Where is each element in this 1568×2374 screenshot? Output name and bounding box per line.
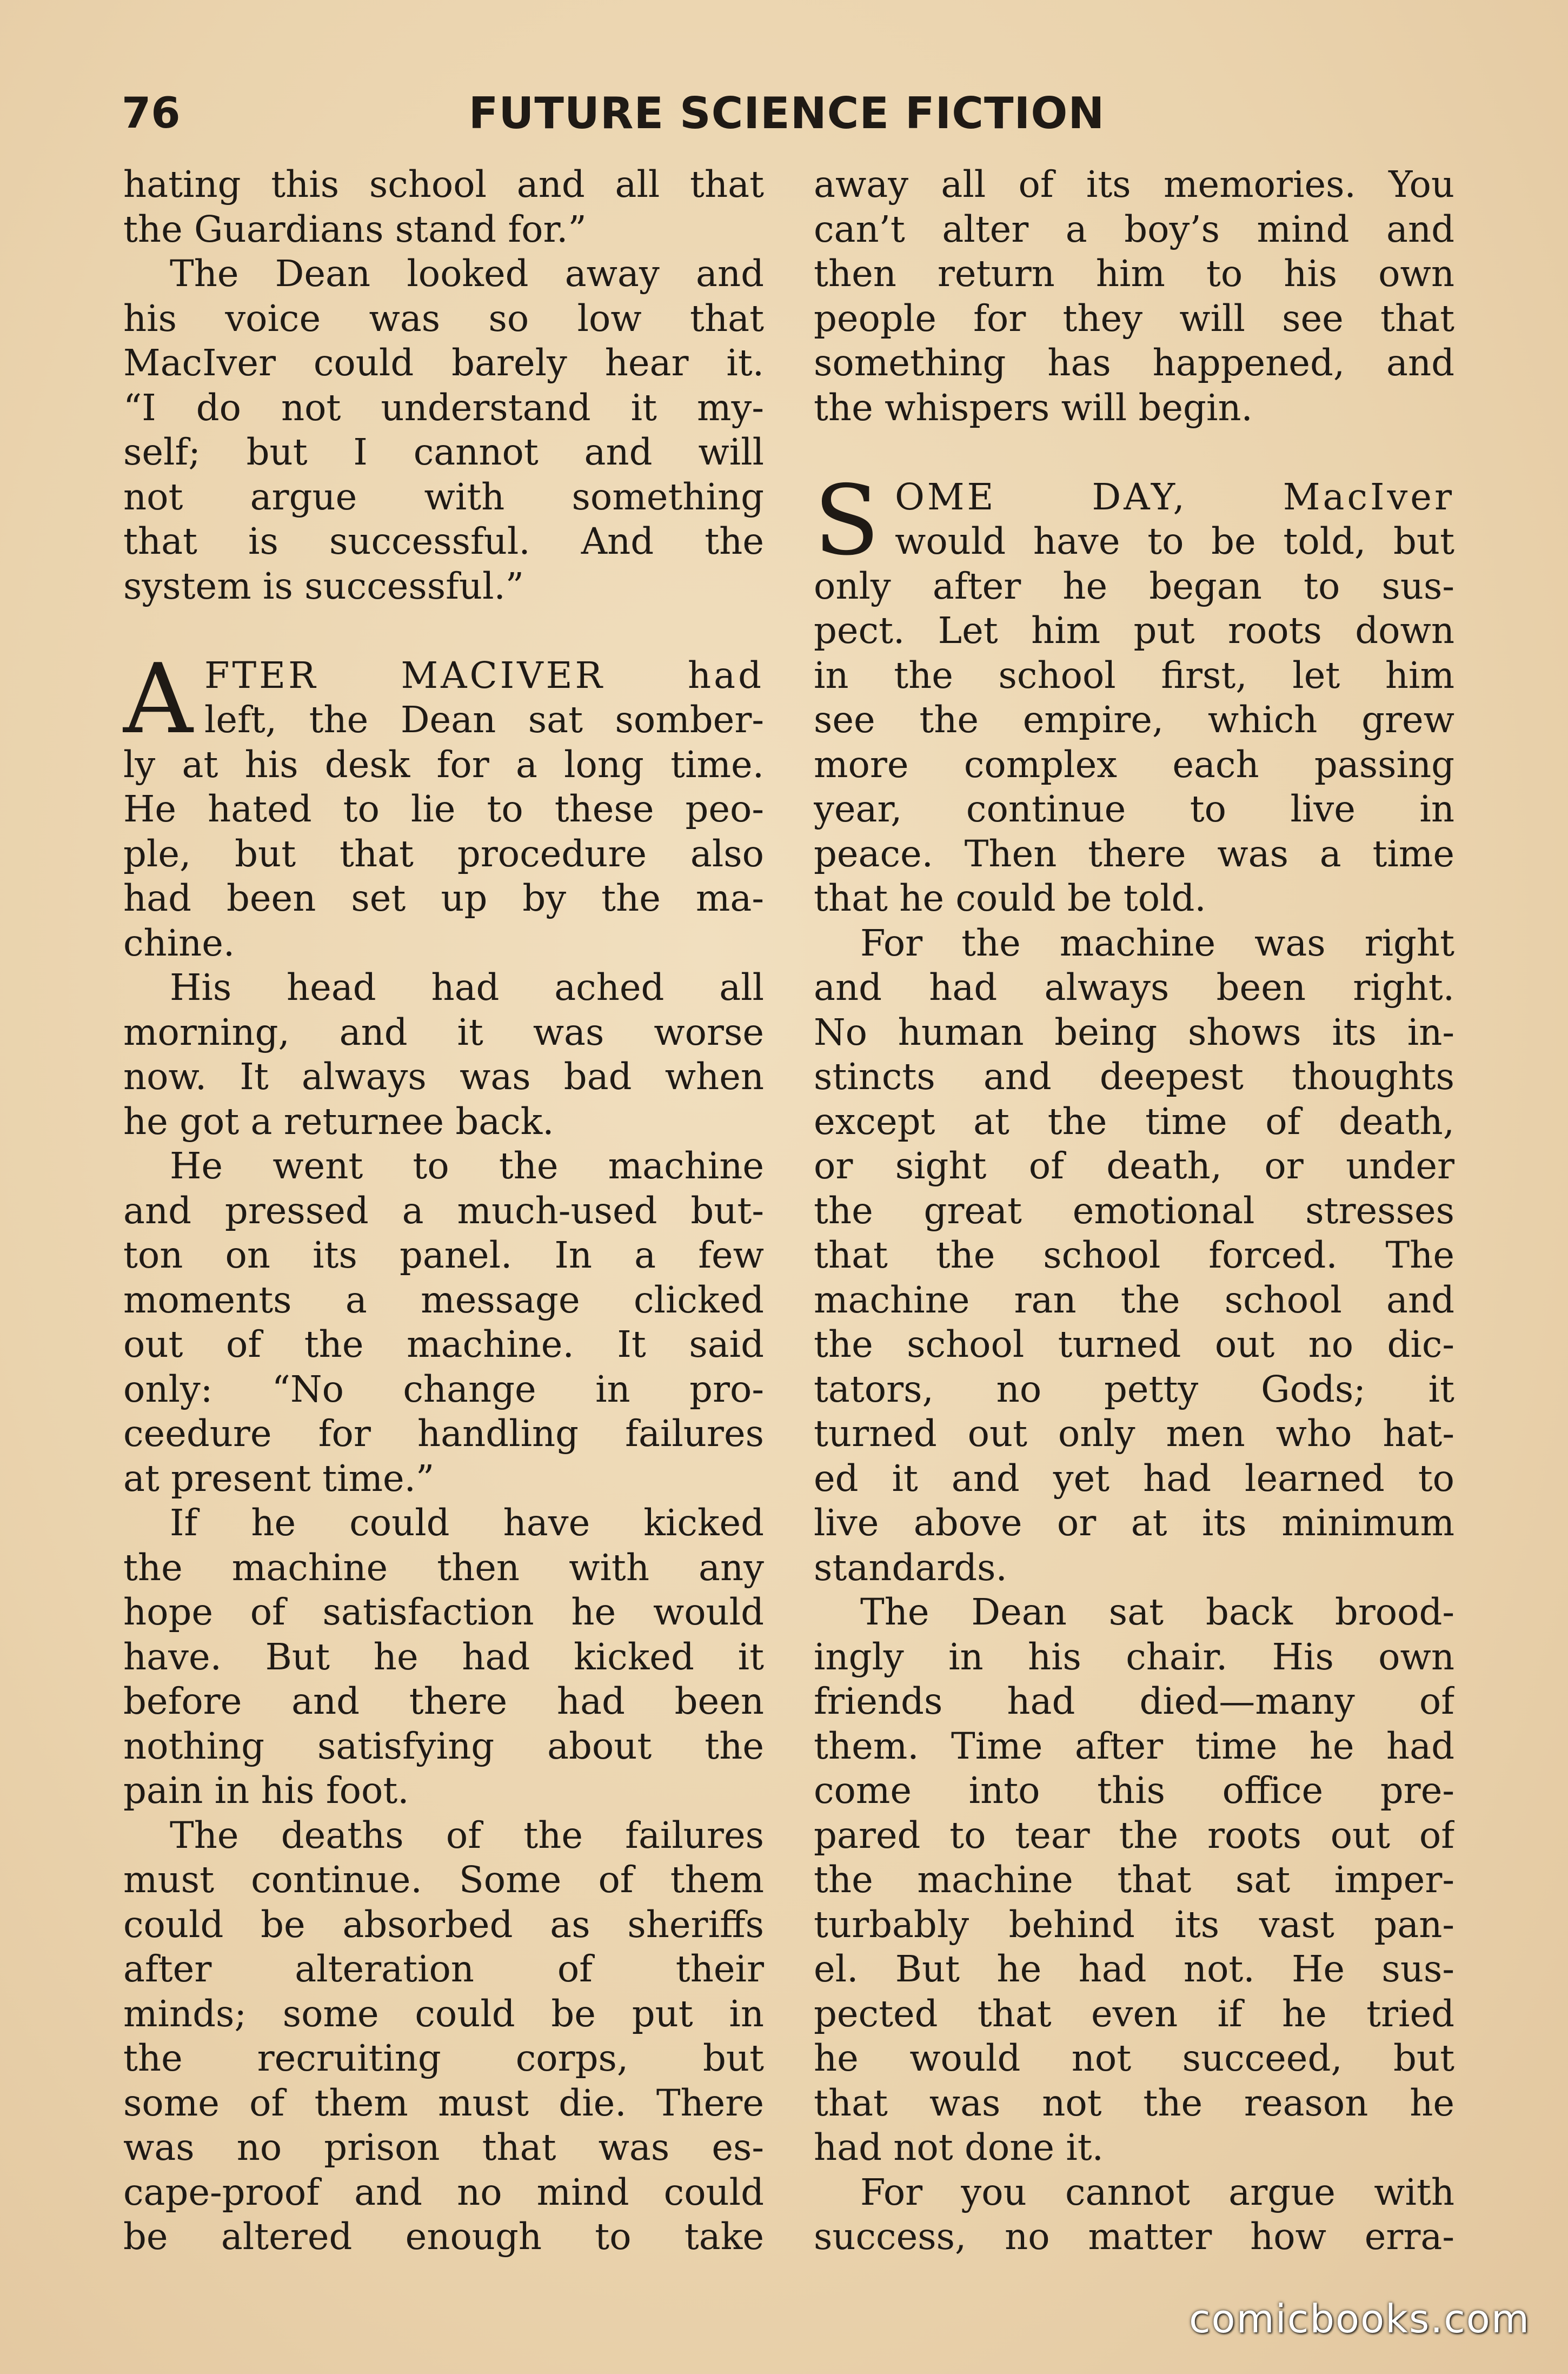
text-line: standards. bbox=[814, 1546, 1007, 1589]
text-line: self; but I cannot and will bbox=[123, 431, 764, 473]
text-line: the machine that sat imper- bbox=[814, 1859, 1454, 1901]
text-line: be altered enough to take bbox=[123, 2216, 764, 2258]
text-line: some of them must die. There bbox=[123, 2081, 764, 2124]
text-line: pared to tear the roots out of bbox=[814, 1814, 1454, 1856]
text-line: live above or at its minimum bbox=[814, 1502, 1454, 1544]
page-number: 76 bbox=[122, 89, 181, 138]
watermark: comicbooks.com bbox=[1188, 2296, 1530, 2342]
section-break bbox=[814, 430, 1454, 475]
text-line: could be absorbed as sheriffs bbox=[123, 1903, 764, 1946]
text-line: people for they will see that bbox=[814, 297, 1454, 340]
text-line: that the school forced. The bbox=[814, 1234, 1454, 1276]
text-line: the whispers will begin. bbox=[814, 386, 1253, 429]
section-opening bbox=[123, 642, 764, 966]
text-line: He hated to lie to these peo- bbox=[123, 788, 764, 830]
text-line: OME DAY, MacIver bbox=[895, 475, 1454, 518]
text-line: friends had died—many of bbox=[814, 1680, 1454, 1722]
text-line: ingly in his chair. His own bbox=[814, 1635, 1454, 1678]
text-line: the machine then with any bbox=[123, 1546, 764, 1589]
paragraph bbox=[123, 162, 764, 251]
text-line: ton on its panel. In a few bbox=[123, 1234, 764, 1276]
text-line: chine. bbox=[123, 921, 235, 964]
paragraph bbox=[814, 2170, 1454, 2259]
text-line: If he could have kicked bbox=[170, 1502, 764, 1544]
text-line: them. Time after time he had bbox=[814, 1725, 1454, 1767]
text-line: only after he began to sus- bbox=[814, 565, 1454, 607]
paragraph bbox=[123, 1501, 764, 1813]
text-line: morning, and it was worse bbox=[123, 1011, 764, 1053]
paragraph bbox=[123, 1813, 764, 2259]
text-line: His head had ached all bbox=[170, 966, 764, 1009]
text-line: before and there had been bbox=[123, 1680, 764, 1722]
text-line: cape-proof and no mind could bbox=[123, 2171, 764, 2213]
text-line: only: “No change in pro- bbox=[123, 1368, 764, 1410]
text-line: ceedure for handling failures bbox=[123, 1413, 764, 1455]
text-line: For you cannot argue with bbox=[860, 2171, 1454, 2213]
text-line: el. But he had not. He sus- bbox=[814, 1948, 1454, 1990]
text-line: left, the Dean sat somber- bbox=[204, 699, 764, 741]
paragraph bbox=[123, 1144, 764, 1501]
paragraph bbox=[123, 251, 764, 608]
text-line: year, continue to live in bbox=[814, 788, 1454, 830]
paragraph bbox=[814, 162, 1454, 430]
text-line: would have to be told, but bbox=[895, 520, 1454, 562]
text-line: MacIver could barely hear it. bbox=[123, 342, 764, 384]
text-line: away all of its memories. You bbox=[814, 163, 1454, 205]
text-line: turned out only men who hat- bbox=[814, 1413, 1454, 1455]
text-line: minds; some could be put in bbox=[123, 1992, 764, 2035]
text-line: stincts and deepest thoughts bbox=[814, 1056, 1454, 1098]
text-line: “I do not understand it my- bbox=[123, 386, 764, 429]
text-line: ly at his desk for a long time. bbox=[123, 743, 764, 786]
text-line: turbably behind its vast pan- bbox=[814, 1903, 1454, 1946]
text-line: more complex each passing bbox=[814, 743, 1454, 786]
text-line: the great emotional stresses bbox=[814, 1189, 1454, 1232]
text-line: had not done it. bbox=[814, 2126, 1104, 2169]
right-column bbox=[814, 162, 1454, 2259]
text-line: system is successful.” bbox=[123, 565, 524, 607]
text-line: not argue with something bbox=[123, 475, 764, 518]
paragraph bbox=[814, 921, 1454, 1590]
text-line: pain in his foot. bbox=[123, 1769, 409, 1812]
text-line: his voice was so low that bbox=[123, 297, 764, 340]
page-header bbox=[122, 81, 1452, 146]
text-line: in the school first, let him bbox=[814, 654, 1454, 697]
text-line: he would not succeed, but bbox=[814, 2037, 1454, 2079]
text-line: except at the time of death, bbox=[814, 1100, 1454, 1143]
text-line: something has happened, and bbox=[814, 342, 1454, 384]
text-line: The deaths of the failures bbox=[170, 1814, 764, 1856]
text-line: that is successful. And the bbox=[123, 520, 764, 562]
text-line: The Dean looked away and bbox=[170, 253, 764, 295]
text-line: come into this office pre- bbox=[814, 1769, 1454, 1812]
text-line: machine ran the school and bbox=[814, 1278, 1454, 1321]
paragraph bbox=[123, 965, 764, 1144]
text-line: the school turned out no dic- bbox=[814, 1323, 1454, 1365]
text-line: pected that even if he tried bbox=[814, 1992, 1454, 2035]
text-line: at present time.” bbox=[123, 1457, 435, 1500]
text-line: FTER MACIVER had bbox=[204, 654, 764, 697]
text-line: The Dean sat back brood- bbox=[860, 1591, 1454, 1633]
text-line: that was not the reason he bbox=[814, 2081, 1454, 2124]
drop-cap: A bbox=[123, 642, 193, 755]
text-line: pect. Let him put roots down bbox=[814, 609, 1454, 652]
text-line: can’t alter a boy’s mind and bbox=[814, 208, 1454, 250]
text-line: after alteration of their bbox=[123, 1948, 764, 1990]
text-line: or sight of death, or under bbox=[814, 1145, 1454, 1187]
drop-cap: S bbox=[814, 464, 880, 576]
text-line: the Guardians stand for.” bbox=[123, 208, 587, 250]
text-line: and had always been right. bbox=[814, 966, 1454, 1009]
text-line: hating this school and all that bbox=[123, 163, 764, 205]
left-column bbox=[123, 162, 764, 2259]
text-line: he got a returnee back. bbox=[123, 1100, 554, 1143]
text-line: ed it and yet had learned to bbox=[814, 1457, 1454, 1500]
text-line: hope of satisfaction he would bbox=[123, 1591, 764, 1633]
text-line: moments a message clicked bbox=[123, 1278, 764, 1321]
text-line: He went to the machine bbox=[170, 1145, 764, 1187]
text-line: the recruiting corps, but bbox=[123, 2037, 764, 2079]
section-break bbox=[123, 608, 764, 653]
text-line: tators, no petty Gods; it bbox=[814, 1368, 1454, 1410]
text-line: No human being shows its in- bbox=[814, 1011, 1454, 1053]
text-line: For the machine was right bbox=[860, 921, 1454, 964]
running-title: FUTURE SCIENCE FICTION bbox=[468, 88, 1105, 138]
text-line: was no prison that was es- bbox=[123, 2126, 764, 2169]
text-line: see the empire, which grew bbox=[814, 699, 1454, 741]
text-line: that he could be told. bbox=[814, 877, 1206, 919]
text-line: must continue. Some of them bbox=[123, 1859, 764, 1901]
text-line: had been set up by the ma- bbox=[123, 877, 764, 919]
text-line: and pressed a much-used but- bbox=[123, 1189, 764, 1232]
text-line: peace. Then there was a time bbox=[814, 832, 1454, 875]
text-line: out of the machine. It said bbox=[123, 1323, 764, 1365]
text-line: ple, but that procedure also bbox=[123, 832, 764, 875]
text-line: then return him to his own bbox=[814, 253, 1454, 295]
text-line: nothing satisfying about the bbox=[123, 1725, 764, 1767]
text-line: have. But he had kicked it bbox=[123, 1635, 764, 1678]
section-opening bbox=[814, 464, 1454, 921]
text-line: now. It always was bad when bbox=[123, 1056, 764, 1098]
paragraph bbox=[814, 1590, 1454, 2170]
text-line: success, no matter how erra- bbox=[814, 2216, 1454, 2258]
